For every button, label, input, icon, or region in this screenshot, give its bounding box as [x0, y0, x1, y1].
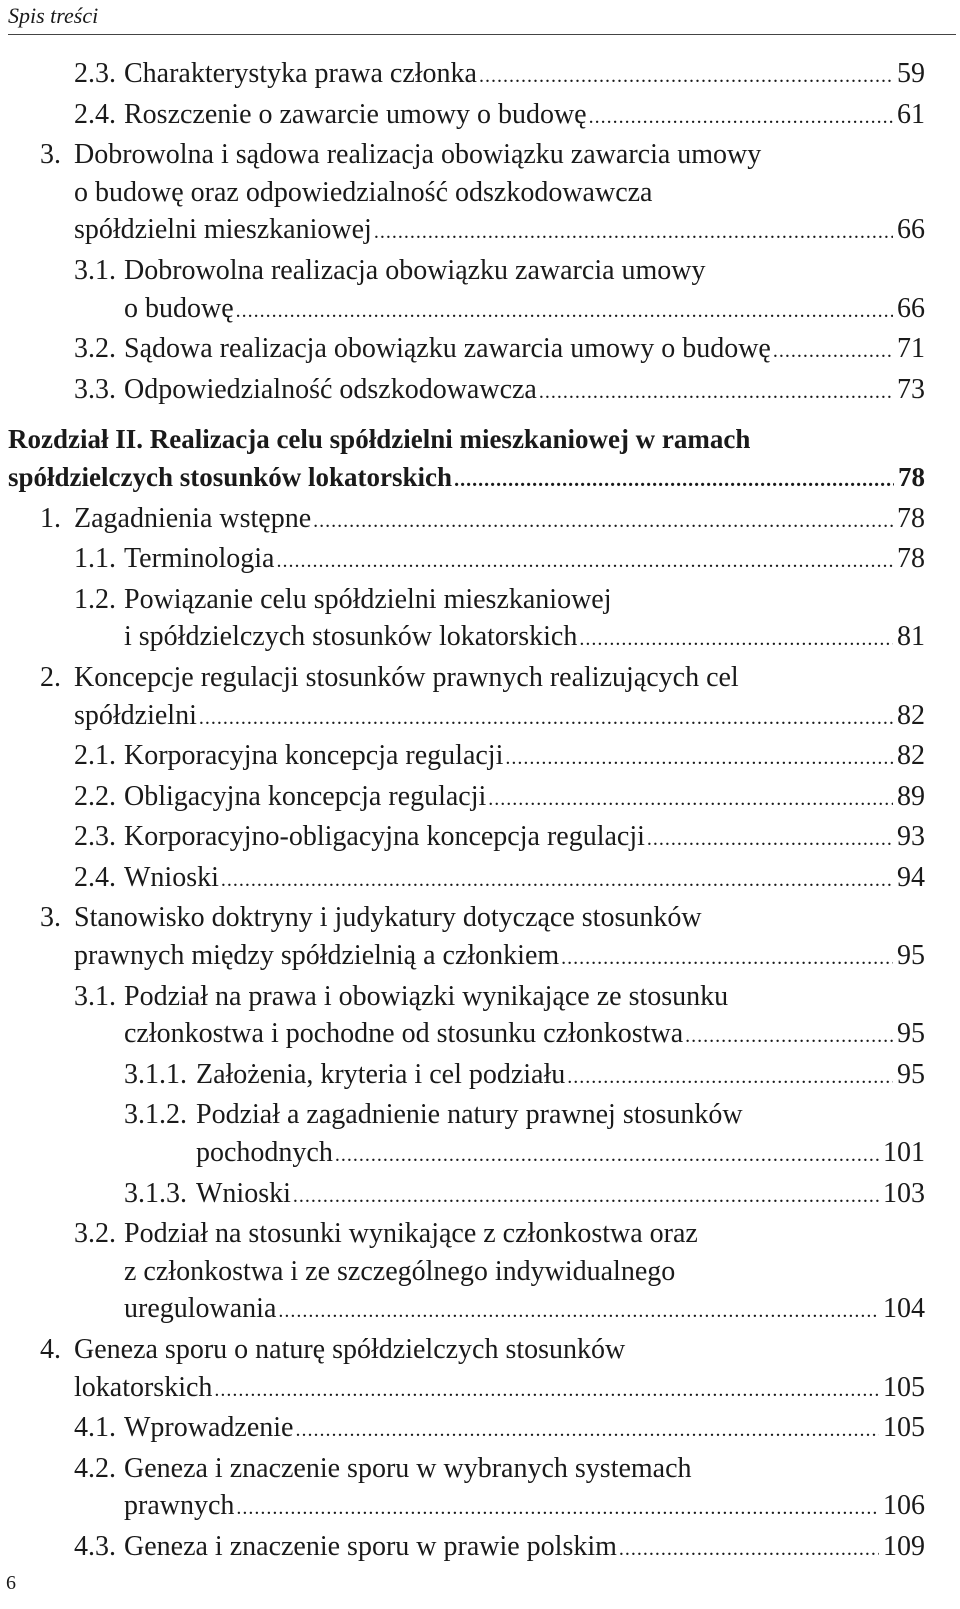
toc-page-number: 78 — [897, 502, 925, 534]
toc-entry-line — [124, 1450, 925, 1488]
toc-entry-number: 3. — [40, 902, 61, 934]
toc-entry-line — [124, 818, 925, 859]
toc-entry — [0, 252, 960, 330]
toc-entry-title: o budowę — [124, 292, 234, 324]
toc-entry-line — [74, 899, 925, 937]
toc-entry-number: 2.3. — [74, 821, 116, 853]
toc-entry-title: spółdzielni mieszkaniowej — [74, 214, 372, 246]
toc-entry-title: Wprowadzenie — [124, 1412, 294, 1444]
toc-entry-title: Koncepcje regulacji stosunków prawnych realizujących cel — [74, 661, 739, 693]
toc-page-number: 105 — [883, 1371, 925, 1403]
toc-entry-title: Podział a zagadnienie natury prawnej stosunków — [196, 1099, 743, 1131]
toc-entry-title: Podział na prawa i obowiązki wynikające ze stosunku — [124, 980, 729, 1012]
toc-entry-line — [74, 1331, 925, 1369]
toc-entry-line — [124, 1215, 925, 1253]
toc-entry-title: pochodnych — [196, 1137, 333, 1169]
toc-entry-title: Sądowa realizacja obowiązku zawarcia umowy o budowę — [124, 333, 771, 365]
toc-entry-title: Charakterystyka prawa członka — [124, 58, 477, 89]
toc-entry-number: 3.1.2. — [124, 1099, 187, 1131]
table-of-contents — [0, 55, 960, 1569]
toc-entry-title: członkostwa i pochodne od stosunku członkostwa — [124, 1018, 684, 1050]
toc-page-number: 82 — [897, 740, 925, 772]
toc-page-number: 61 — [897, 98, 925, 130]
toc-entry-title: Obligacyjna koncepcja regulacji — [124, 780, 487, 812]
toc-entry-number: 3.2. — [74, 1218, 116, 1250]
toc-entry-number: 4.1. — [74, 1412, 116, 1444]
toc-entry-number: 3.3. — [74, 373, 116, 405]
toc-entry-line — [124, 330, 925, 371]
toc-entry-title: Geneza sporu o naturę spółdzielczych stosunków — [74, 1334, 626, 1365]
toc-leader-dots — [488, 781, 893, 819]
toc-entry-line — [74, 937, 925, 978]
toc-entry-number: 4.2. — [74, 1452, 116, 1484]
toc-entry — [0, 581, 960, 659]
toc-leader-dots — [236, 293, 893, 331]
toc-entry-number: 3.2. — [74, 333, 116, 365]
toc-entry-line — [74, 697, 925, 738]
toc-page-number: 105 — [883, 1412, 925, 1444]
toc-page-number: 66 — [897, 214, 925, 246]
toc-entry-line — [124, 581, 925, 619]
toc-entry-title: Dobrowolna realizacja obowiązku zawarcia umowy — [124, 254, 706, 286]
toc-entry-title: Odpowiedzialność odszkodowawcza — [124, 373, 537, 405]
toc-entry-title: Założenia, kryteria i cel podziału — [196, 1058, 566, 1090]
toc-entry-title: lokatorskich — [74, 1371, 213, 1403]
toc-leader-dots — [579, 621, 893, 659]
toc-entry-title: prawnych — [124, 1490, 235, 1522]
toc-entry — [0, 899, 960, 977]
toc-entry-title: Zagadnienia wstępne — [74, 502, 312, 534]
toc-entry-line — [74, 211, 925, 252]
toc-entry-line — [196, 1096, 925, 1134]
toc-entry-number: 4.3. — [74, 1530, 116, 1562]
toc-entry — [0, 1215, 960, 1331]
toc-entry-line — [74, 1369, 925, 1410]
toc-chapter-heading — [0, 421, 960, 499]
toc-leader-dots — [214, 1372, 879, 1410]
toc-entry-number: 2.4. — [74, 98, 116, 130]
toc-entry-title: spółdzielczych stosunków lokatorskich — [8, 461, 453, 492]
toc-entry-title: Geneza i znaczenie sporu w prawie polskim — [124, 1530, 617, 1562]
toc-leader-dots — [295, 1412, 879, 1450]
toc-entry-line — [124, 96, 925, 137]
toc-entry — [0, 330, 960, 371]
toc-leader-dots — [454, 462, 894, 500]
toc-page-number: 104 — [883, 1293, 925, 1325]
toc-entry-title: Terminologia — [124, 543, 275, 575]
toc-leader-dots — [313, 503, 893, 541]
toc-entry — [0, 818, 960, 859]
toc-entry-number: 3.1.1. — [124, 1058, 187, 1090]
toc-entry-line — [124, 859, 925, 900]
toc-entry-line — [74, 174, 925, 212]
toc-entry — [0, 96, 960, 137]
toc-leader-dots — [199, 700, 893, 738]
toc-entry-line — [196, 1175, 925, 1216]
toc-entry — [0, 55, 960, 96]
toc-entry-title: Wnioski — [124, 861, 219, 893]
toc-page-number: 94 — [897, 861, 925, 893]
toc-leader-dots — [539, 374, 893, 412]
toc-entry — [0, 778, 960, 819]
toc-entry-line — [124, 1015, 925, 1056]
toc-entry-number: 1.2. — [74, 583, 116, 615]
toc-leader-dots — [236, 1490, 879, 1528]
toc-entry-number: 2. — [40, 661, 61, 693]
running-header-title: Spis treści — [8, 3, 99, 28]
toc-entry-title: Geneza i znaczenie sporu w wybranych systemach — [124, 1452, 692, 1484]
toc-entry-line — [124, 540, 925, 581]
toc-entry — [0, 1056, 960, 1097]
toc-entry — [0, 1096, 960, 1174]
toc-entry-title: Wnioski — [196, 1177, 291, 1209]
toc-entry-number: 3. — [40, 139, 61, 171]
toc-entry-number: 3.1.3. — [124, 1177, 187, 1209]
toc-entry-title: o budowę oraz odpowiedzialność odszkodowawcza — [74, 176, 653, 208]
toc-leader-dots — [293, 1178, 879, 1216]
toc-entry-line — [196, 1056, 925, 1097]
toc-entry — [0, 136, 960, 252]
toc-entry-line — [124, 737, 925, 778]
toc-page-number: 82 — [897, 699, 925, 731]
toc-entry-line — [8, 421, 925, 459]
toc-page-number: 78 — [898, 461, 925, 492]
toc-entry-title: i spółdzielczych stosunków lokatorskich — [124, 621, 578, 653]
toc-leader-dots — [221, 862, 893, 900]
toc-entry-line — [124, 1409, 925, 1450]
toc-page-number: 95 — [897, 1018, 925, 1050]
toc-entry-number: 3.1. — [74, 254, 116, 286]
toc-entry-title: Dobrowolna i sądowa realizacja obowiązku zawarcia umowy — [74, 139, 762, 171]
toc-entry-title: Podział na stosunki wynikające z członkostwa oraz — [124, 1218, 698, 1250]
toc-entry — [0, 737, 960, 778]
toc-entry-title: Korporacyjna koncepcja regulacji — [124, 740, 504, 772]
running-header — [8, 0, 956, 35]
toc-page-number: 81 — [897, 621, 925, 653]
toc-leader-dots — [589, 99, 893, 137]
toc-entry-title: prawnych między spółdzielnią a członkiem — [74, 940, 560, 972]
toc-page-number: 106 — [883, 1490, 925, 1522]
toc-entry — [0, 371, 960, 412]
toc-leader-dots — [619, 1531, 879, 1569]
toc-entry-title: Korporacyjno-obligacyjna koncepcja regulacji — [124, 821, 645, 853]
toc-page-number: 95 — [897, 1058, 925, 1090]
toc-entry-number: 1.1. — [74, 543, 116, 575]
toc-leader-dots — [276, 543, 893, 581]
toc-entry-line — [124, 1528, 925, 1569]
toc-page-number: 93 — [897, 821, 925, 853]
toc-page-number: 59 — [897, 58, 925, 89]
toc-entry — [0, 1331, 960, 1409]
toc-entry — [0, 540, 960, 581]
toc-page-number: 78 — [897, 543, 925, 575]
toc-entry — [0, 500, 960, 541]
toc-page-number: 95 — [897, 940, 925, 972]
toc-entry-line — [124, 371, 925, 412]
toc-leader-dots — [773, 333, 893, 371]
toc-leader-dots — [647, 821, 893, 859]
toc-entry — [0, 1175, 960, 1216]
toc-entry-title: spółdzielni — [74, 699, 197, 731]
toc-entry-title: Rozdział II. Realizacja celu spółdzielni mieszkaniowej w ramach — [8, 424, 751, 455]
toc-entry-line — [8, 459, 925, 500]
toc-entry-line — [74, 136, 925, 174]
toc-leader-dots — [479, 58, 893, 96]
toc-entry — [0, 659, 960, 737]
toc-leader-dots — [567, 1059, 893, 1097]
toc-entry-title: Roszczenie o zawarcie umowy o budowę — [124, 98, 587, 130]
toc-leader-dots — [561, 940, 893, 978]
page-number: 6 — [6, 1572, 16, 1594]
toc-leader-dots — [505, 740, 893, 778]
toc-entry-line — [196, 1134, 925, 1175]
toc-page-number: 73 — [897, 373, 925, 405]
toc-entry-line — [124, 1487, 925, 1528]
toc-page-number: 103 — [883, 1177, 925, 1209]
toc-entry-number: 1. — [40, 502, 61, 534]
toc-page-number: 89 — [897, 780, 925, 812]
toc-entry-number: 3.1. — [74, 980, 116, 1012]
toc-entry-line — [124, 618, 925, 659]
toc-entry — [0, 978, 960, 1056]
toc-entry — [0, 1528, 960, 1569]
toc-page-number: 101 — [883, 1137, 925, 1169]
toc-leader-dots — [374, 214, 893, 252]
toc-entry-line — [124, 252, 925, 290]
toc-page-number: 109 — [883, 1530, 925, 1562]
toc-entry-title: Powiązanie celu spółdzielni mieszkaniowej — [124, 583, 612, 615]
toc-entry-number: 2.3. — [74, 58, 116, 89]
toc-leader-dots — [278, 1293, 879, 1331]
toc-entry-line — [124, 290, 925, 331]
toc-entry — [0, 1450, 960, 1528]
toc-leader-dots — [335, 1137, 879, 1175]
toc-page-number: 71 — [897, 333, 925, 365]
toc-entry-number: 4. — [40, 1334, 61, 1365]
toc-entry — [0, 1409, 960, 1450]
toc-entry-number: 2.4. — [74, 861, 116, 893]
toc-entry-number: 2.1. — [74, 740, 116, 772]
toc-leader-dots — [685, 1018, 893, 1056]
toc-entry-title: Stanowisko doktryny i judykatury dotyczące stosunków — [74, 902, 702, 934]
toc-entry-line — [124, 778, 925, 819]
toc-entry — [0, 859, 960, 900]
toc-entry-title: z członkostwa i ze szczególnego indywidualnego — [124, 1255, 676, 1287]
toc-entry-line — [74, 500, 925, 541]
toc-entry-number: 2.2. — [74, 780, 116, 812]
toc-entry-line — [124, 1253, 925, 1291]
toc-page-number: 66 — [897, 292, 925, 324]
toc-entry-line — [124, 1290, 925, 1331]
toc-entry-line — [124, 978, 925, 1016]
toc-entry-title: uregulowania — [124, 1293, 277, 1325]
toc-entry-line — [124, 55, 925, 96]
toc-entry-line — [74, 659, 925, 697]
